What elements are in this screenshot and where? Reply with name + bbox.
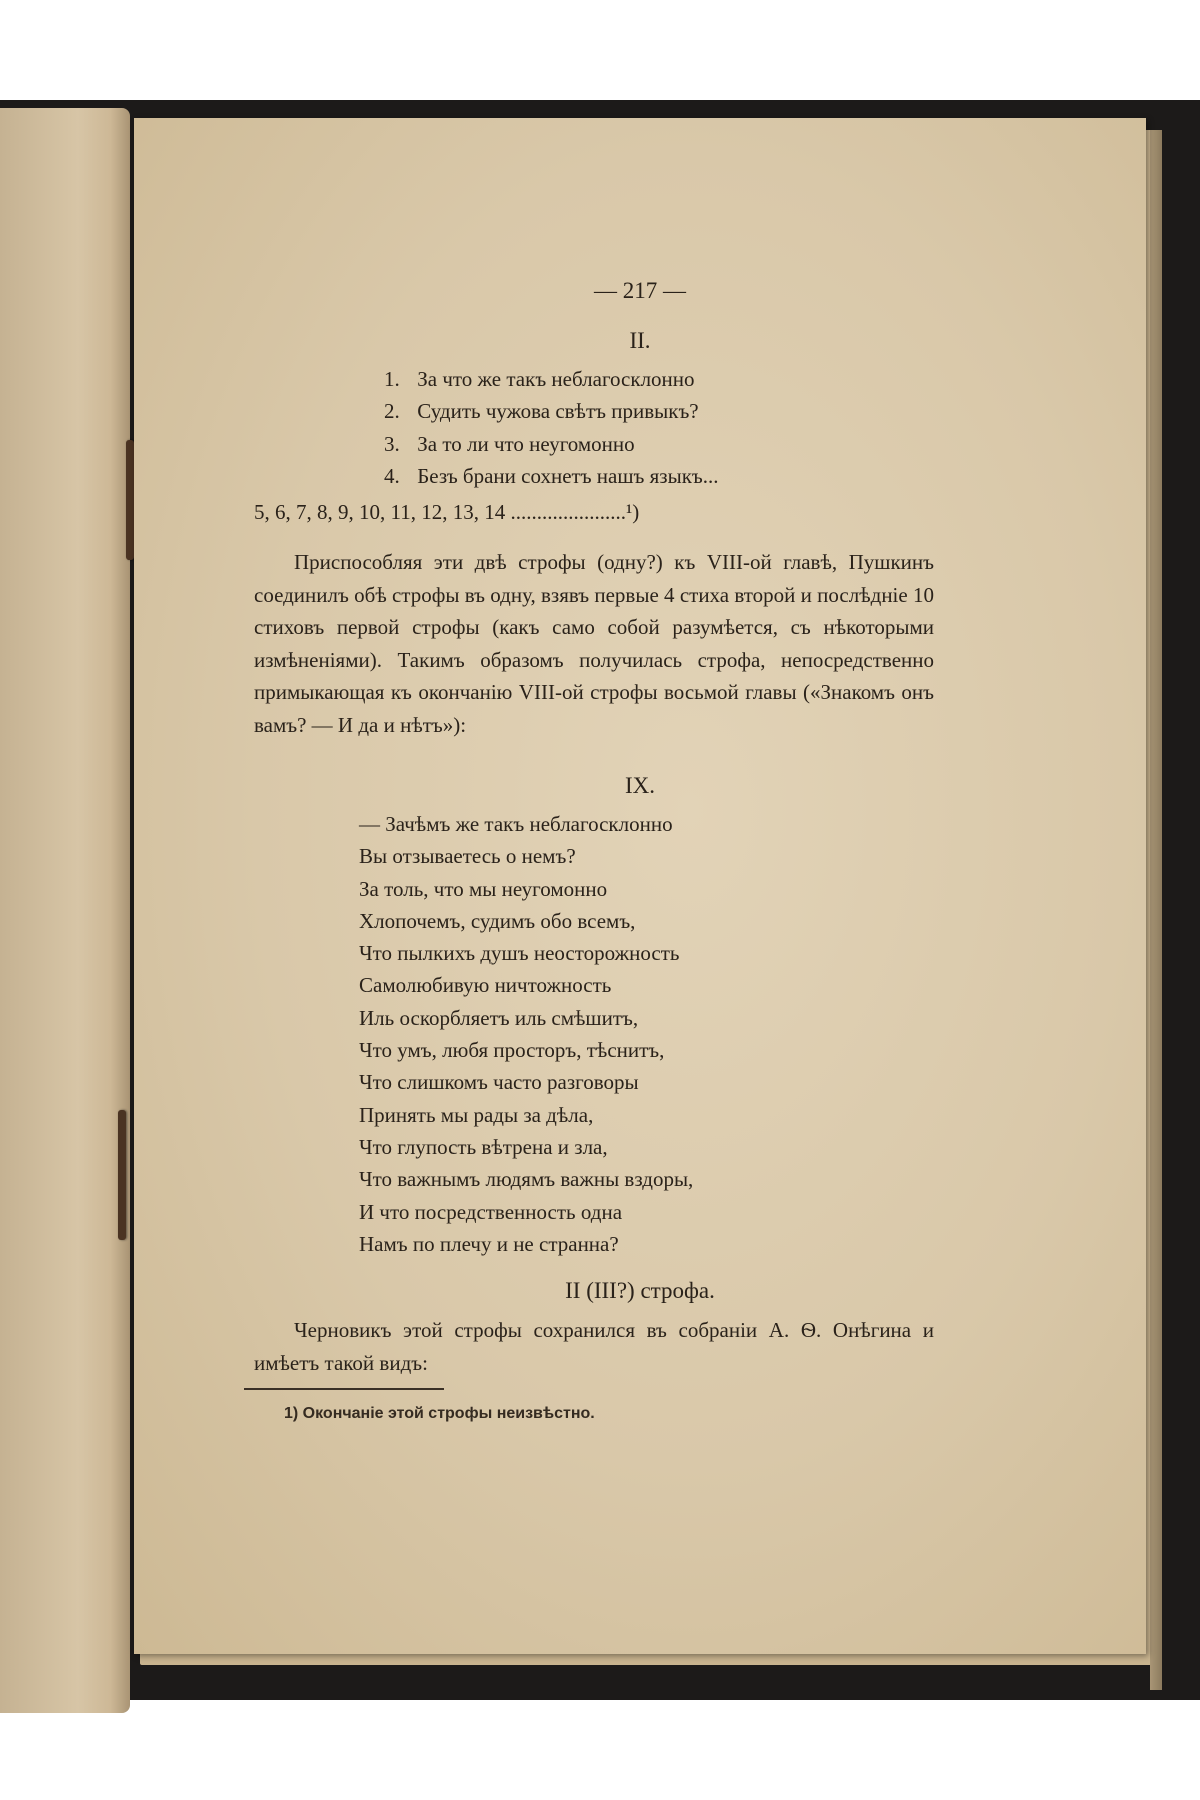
footnote-divider	[244, 1388, 444, 1390]
page-number: — 217 —	[594, 278, 686, 303]
verse-line: За толь, что мы неугомонно	[359, 876, 608, 901]
verse-line: Что слишкомъ часто разговоры	[359, 1070, 639, 1095]
verse-line: Иль оскорбляетъ иль смѣшитъ,	[359, 1005, 639, 1030]
left-page-edge	[0, 108, 130, 1713]
verse-line: 3. За то ли что неугомонно	[384, 431, 635, 456]
verse-line: 2. Судить чужова свѣтъ привыкъ?	[384, 399, 699, 424]
verse-line: Что пылкихъ душъ неосторожность	[359, 941, 680, 966]
staple-top	[126, 440, 134, 560]
verse-line: Что важнымъ людямъ важны вздоры,	[359, 1167, 694, 1192]
paragraph-2: Черновикъ этой строфы сохранился въ собраніи А. Ѳ. Онѣгина и имѣетъ такой видъ:	[254, 1318, 934, 1375]
stanza-heading-ii: II.	[629, 328, 651, 353]
verse-line: Намъ по плечу и не странна?	[359, 1231, 619, 1256]
stanza-ix-lines	[359, 808, 693, 1260]
verse-line: 1. За что же такъ неблагосклонно	[384, 367, 695, 391]
verse-line: — Зачѣмъ же такъ неблагосклонно	[359, 812, 673, 836]
paragraph-1: Приспособляя эти двѣ строфы (одну?) къ VIII-ой главѣ, Пушкинъ соединилъ обѣ строфы въ одну, взявъ первые 4 стиха второй и послѣдніе 10 стиховъ первой строфы (какъ само собой разумѣется, съ нѣкоторыми измѣненіями). Такимъ образомъ получилась строфа, непосредственно примыкающая къ окончанію VIII-ой строфы восьмой главы («Знакомъ онъ вамъ? — И да и нѣтъ»):	[254, 550, 934, 737]
footnote: 1) Окончаніе этой строфы неизвѣстно.	[284, 1405, 595, 1422]
verse-line: Что глупость вѣтрена и зла,	[359, 1134, 608, 1159]
verse-line: Самолюбивую ничтожность	[359, 973, 612, 998]
verse-line: 4. Безъ брани сохнетъ нашъ языкъ...	[384, 463, 719, 488]
stanza-ii-lines	[384, 363, 719, 492]
continuation-line: 5, 6, 7, 8, 9, 10, 11, 12, 13, 14 ......................¹)	[254, 500, 640, 524]
verse-line: Принять мы рады за дѣла,	[359, 1102, 594, 1127]
page-edge-right	[1150, 130, 1162, 1690]
verse-line: И что посредственность одна	[359, 1199, 623, 1224]
verse-line: Вы отзываетесь о немъ?	[359, 844, 576, 869]
verse-line: Хлопочемъ, судимъ обо всемъ,	[359, 908, 636, 933]
verse-line: Что умъ, любя просторъ, тѣснитъ,	[359, 1038, 665, 1063]
stanza-heading-ix: IX.	[624, 773, 656, 798]
staple-bottom	[118, 1110, 126, 1240]
book-page	[134, 118, 1146, 1654]
stanza-heading-iii: II (III?) строфа.	[565, 1278, 715, 1303]
